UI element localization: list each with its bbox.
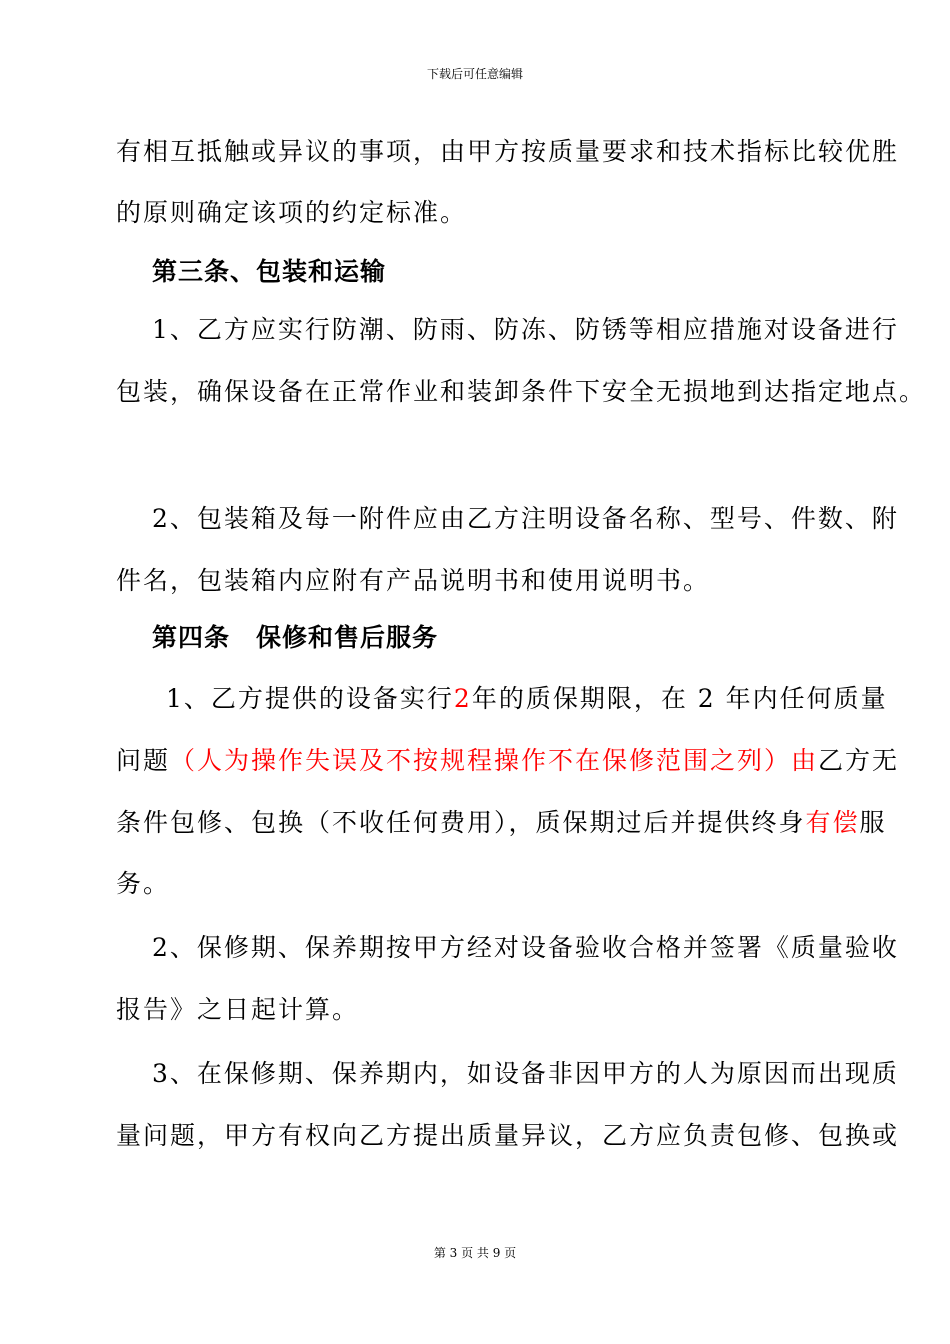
highlight-text: 2 bbox=[453, 684, 472, 713]
paragraph-line: 3、在保修期、保养期内，如设备非因甲方的人为原因而出现质 bbox=[152, 1059, 899, 1088]
paragraph-line bbox=[116, 807, 887, 839]
highlight-text: （人为操作失误及不按规程操作不在保修范围之列）由 bbox=[170, 746, 819, 775]
paragraph-line: 有相互抵触或异议的事项，由甲方按质量要求和技术指标比较优胜 bbox=[116, 137, 900, 166]
paragraph-line: 2、包装箱及每一附件应由乙方注明设备名称、型号、件数、附 bbox=[152, 504, 899, 533]
paragraph-line: 1、乙方应实行防潮、防雨、防冻、防锈等相应措施对设备进行 bbox=[152, 315, 899, 344]
section-heading-3: 第三条、包装和运输 bbox=[152, 257, 387, 286]
section-heading-4: 第四条 保修和售后服务 bbox=[152, 623, 439, 652]
text-run: 1、乙方提供的设备实行 bbox=[166, 684, 454, 713]
paragraph-line: 报告》之日起计算。 bbox=[116, 995, 360, 1024]
text-run: 乙方无 bbox=[818, 746, 900, 775]
page-header: 下载后可任意编辑 bbox=[426, 67, 523, 81]
paragraph-line: 量问题，甲方有权向乙方提出质量异议，乙方应负责包修、包换或 bbox=[116, 1121, 900, 1150]
highlight-text: 有偿 bbox=[805, 808, 860, 837]
paragraph-line: 件名，包装箱内应附有产品说明书和使用说明书。 bbox=[116, 566, 711, 595]
paragraph-line bbox=[166, 683, 888, 715]
text-run: 问题 bbox=[116, 746, 171, 775]
paragraph-line: 包装，确保设备在正常作业和装卸条件下安全无损地到达指定地点。 bbox=[116, 377, 927, 406]
page-footer: 第 3 页 共 9 页 bbox=[433, 1246, 517, 1260]
text-run: 年的质保期限，在 2 年内任何质量 bbox=[471, 684, 888, 713]
paragraph-line bbox=[116, 745, 900, 777]
text-run: 条件包修、包换（不收任何费用），质保期过后并提供终身 bbox=[116, 808, 806, 837]
paragraph-line: 的原则确定该项的约定标准。 bbox=[116, 198, 468, 227]
text-run: 服 bbox=[859, 808, 887, 837]
paragraph-line: 务。 bbox=[116, 869, 171, 898]
paragraph-line: 2、保修期、保养期按甲方经对设备验收合格并签署《质量验收 bbox=[152, 933, 899, 962]
